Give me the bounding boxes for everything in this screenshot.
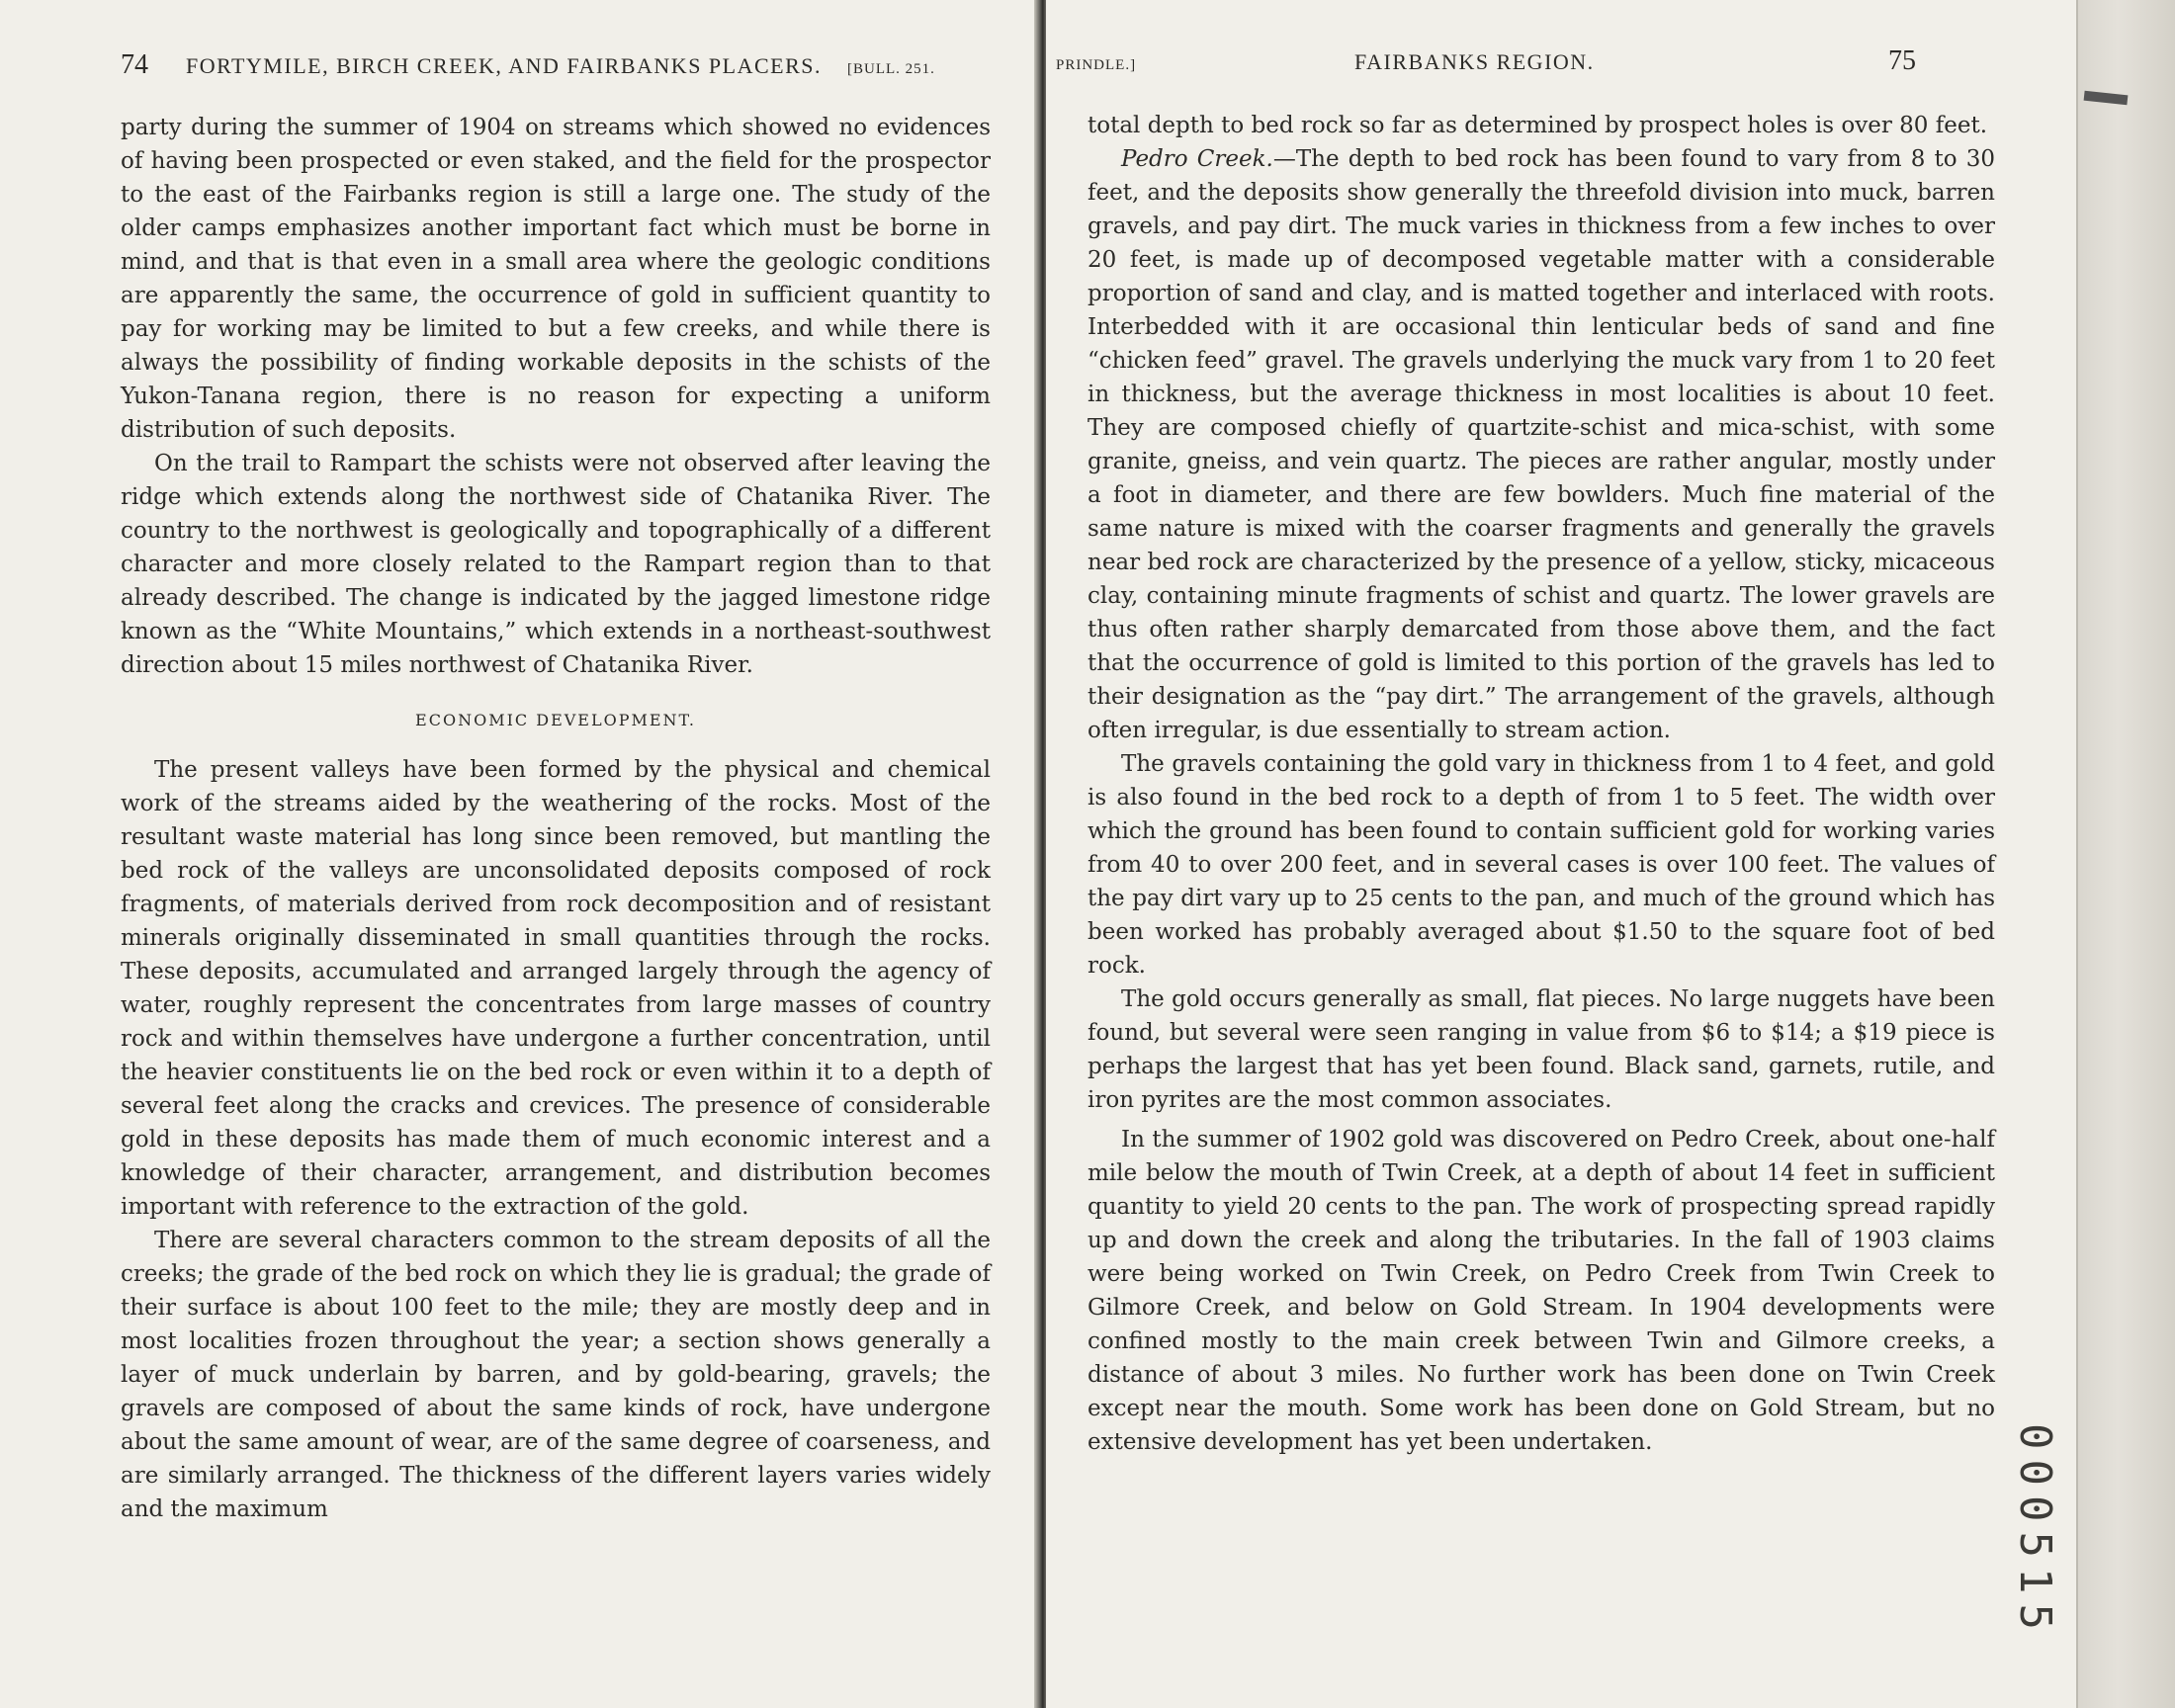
- scanner-edge: [2076, 0, 2175, 1708]
- paragraph-rampart-trail: On the trail to Rampart the schists were not observed after leaving the ridge which extends along the northwest side of Chatanika River. The country to the northwest is geologically and topographically of a different character and more closely related to the Rampart region than to that already described. The change is indicated by the jagged limestone ridge known as the “White Mountains,” which extends in a northeast-southwest direction about 15 miles northwest of Chatanika River.: [121, 451, 991, 678]
- right-page-header: [1056, 49, 1136, 75]
- left-page-number: 74: [121, 49, 148, 80]
- author-reference: PRINDLE.]: [1056, 57, 1137, 73]
- left-page: [0, 0, 1038, 1708]
- right-page: [1046, 0, 2076, 1708]
- pedro-creek-label: Pedro Creek.: [1121, 146, 1273, 172]
- edge-stamp-number: 000515: [2010, 1423, 2060, 1640]
- left-running-title: FORTYMILE, BIRCH CREEK, AND FAIRBANKS PLACERS.: [186, 53, 823, 78]
- left-body-text: [121, 111, 991, 1526]
- paragraph-depth-continued: total depth to bed rock so far as determined by prospect holes is over 80 feet.: [1088, 113, 1988, 138]
- paragraph-present-valleys: The present valleys have been formed by the physical and chemical work of the streams aided by the weathering of the rocks. Most of the resultant waste material has long since been removed, but mantling the bed rock of the valleys are unconsolidated deposits composed of rock fragments, of materials derived from rock decomposition and of resistant minerals originally disseminated in small quantities through the rocks. These deposits, accumulated and arranged largely through the agency of water, roughly represent the concentrates from large masses of country rock and within themselves have undergone a further concentration, until the heavier constituents lie on the bed rock or even within it to a depth of several feet along the cracks and crevices. The presence of considerable gold in these deposits has made them of much economic interest and a knowledge of their character, arrangement, and distribution becomes important with reference to the extraction of the gold.: [121, 757, 991, 1220]
- right-page-number-wrap: [1888, 45, 1916, 77]
- paragraph-stream-deposit-characters: There are several characters common to the stream deposits of all the creeks; the grade of the bed rock on which they lie is gradual; the grade of their surface is about 100 feet to the mile; they are mostly deep and in most localities frozen throughout the year; a section shows generally a layer of muck underlain by barren, and by gold-bearing, gravels; the gravels are composed of about the same kinds of rock, have undergone about the same amount of wear, are of the same degree of coarseness, and are similarly arranged. The thickness of the different layers varies widely and the maximum: [121, 1228, 991, 1522]
- right-running-title: FAIRBANKS REGION.: [1354, 49, 1595, 74]
- section-heading-economic-development: ECONOMIC DEVELOPMENT.: [415, 711, 696, 729]
- paragraph-gold-pieces: The gold occurs generally as small, flat pieces. No large nuggets have been found, but several were seen ranging in value from $6 to $14; a $19 piece is perhaps the largest that has yet been found. Black sand, garnets, rutile, and iron pyrites are the most common associates.: [1088, 986, 1995, 1113]
- right-body-text: [1088, 109, 1995, 1459]
- right-page-number: 75: [1888, 45, 1916, 76]
- bulletin-reference: [BULL. 251.: [847, 61, 935, 77]
- paragraph-continued: party during the summer of 1904 on streams which showed no evidences of having been prospected or even staked, and the field for the prospector to the east of the Fairbanks region is still a large one. The study of the older camps emphasizes another important fact which must be borne in mind, and that is that even in a small area where the geologic conditions are apparently the same, the occurrence of gold in sufficient quantity to pay for working may be limited to but a few creeks, and while there is always the possibility of finding workable deposits in the schists of the Yukon-Tanana region, there is no reason for expecting a uniform distribution of such deposits.: [121, 115, 991, 443]
- paragraph-gold-gravels: The gravels containing the gold vary in thickness from 1 to 4 feet, and gold is also found in the bed rock to a depth of from 1 to 5 feet. The width over which the ground has been found to contain sufficient gold for working varies from 40 to over 200 feet, and in several cases is over 100 feet. The values of the pay dirt vary up to 25 cents to the pan, and much of the ground which has been worked has probably averaged about $1.50 to the square foot of bed rock.: [1088, 751, 1995, 979]
- pedro-creek-text: —The depth to bed rock has been found to vary from 8 to 30 feet, and the deposits show generally the threefold division into muck, barren gravels, and pay dirt. The muck varies in thickness from a few inches to over 20 feet, is made up of decomposed vegetable matter with a considerable proportion of sand and clay, and is matted together and interlaced with roots. Interbedded with it are occasional thin lenticular beds of sand and fine “chicken feed” gravel. The gravels underlying the muck vary from 1 to 20 feet in thickness, but the average thickness in most localities is about 10 feet. They are composed chiefly of quartzite-schist and mica-schist, with some granite, gneiss, and vein quartz. The pieces are rather angular, mostly under a foot in diameter, and there are few bowlders. Much fine material of the same nature is mixed with the coarser fragments and generally the gravels near bed rock are characterized by the presence of a yellow, sticky, micaceous clay, containing minute fragments of schist and quartz. The lower gravels are thus often rather sharply demarcated from those above them, and the fact that the occurrence of gold is limited to this portion of the gravels has led to their designation as the “pay dirt.” The arrangement of the gravels, although often irregular, is due essentially to stream action.: [1088, 146, 1995, 743]
- paragraph-pedro-creek: [1088, 142, 1995, 747]
- right-running-title-wrap: [1354, 49, 1595, 75]
- left-page-header: [121, 49, 935, 81]
- paragraph-discovery-1902: In the summer of 1902 gold was discovered on Pedro Creek, about one-half mile below the mouth of Twin Creek, at a depth of about 14 feet in sufficient quantity to yield 20 cents to the pan. The work of prospecting spread rapidly up and down the creek and along the tributaries. In the fall of 1903 claims were being worked on Twin Creek, on Pedro Creek from Twin Creek to Gilmore Creek, and below on Gold Stream. In 1904 developments were confined mostly to the main creek between Twin and Gilmore creeks, a distance of about 3 miles. No further work has been done on Twin Creek except near the mouth. Some work has been done on Gold Stream, but no extensive development has yet been undertaken.: [1088, 1127, 1995, 1455]
